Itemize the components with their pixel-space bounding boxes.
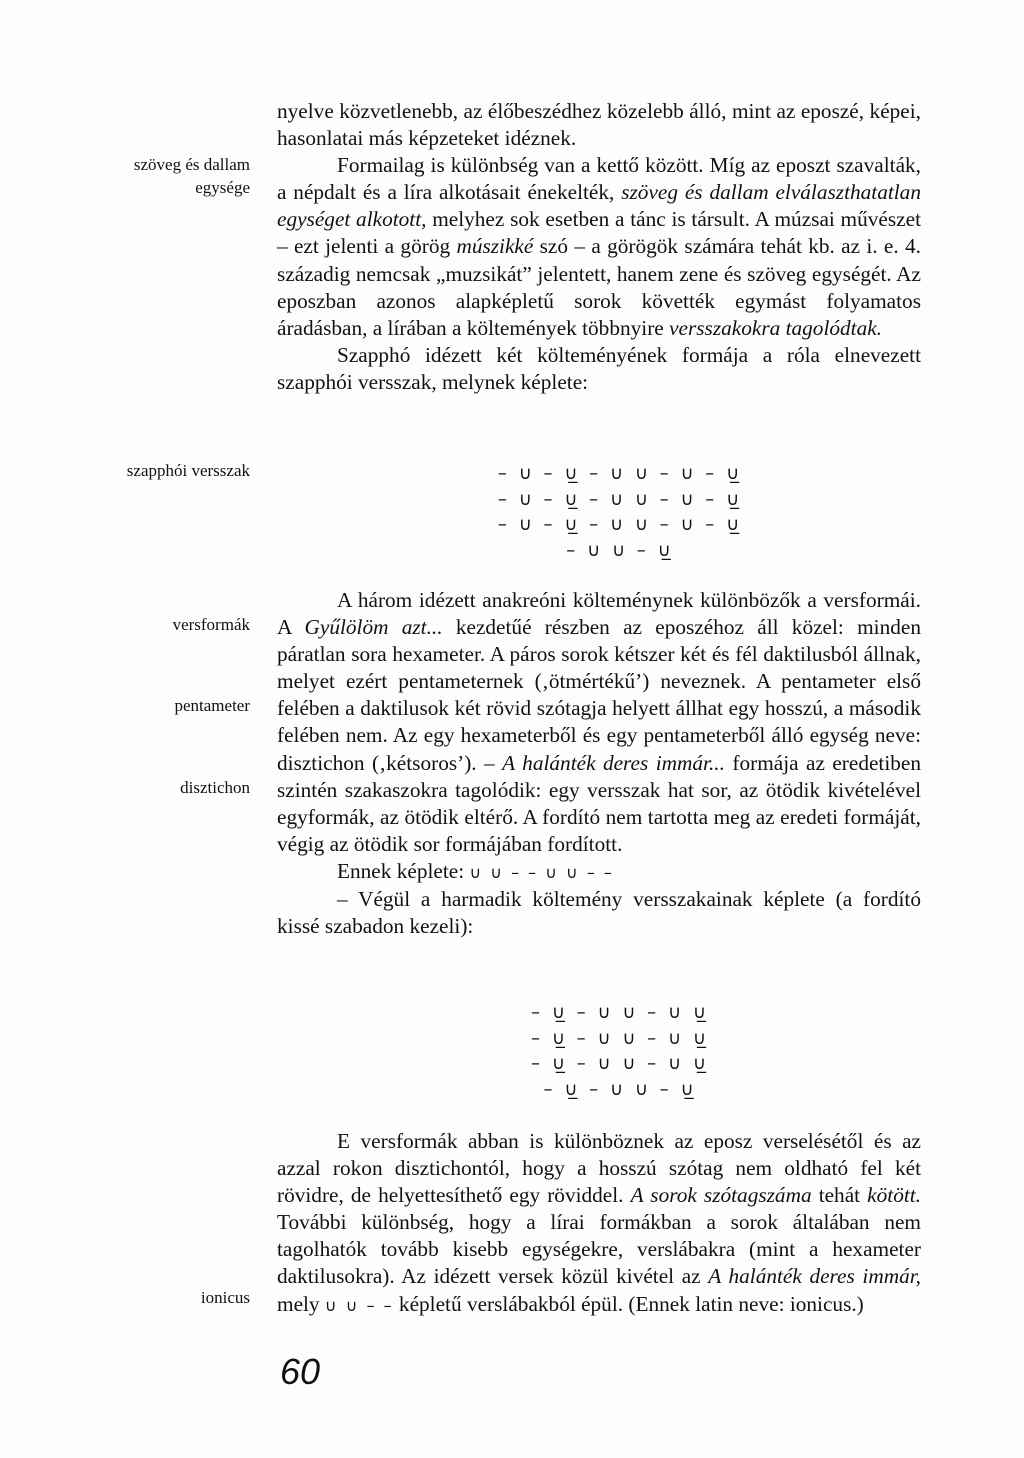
page-number: 60	[280, 1351, 321, 1392]
emphasis: versszakokra tagolódtak.	[669, 315, 883, 340]
paragraph	[277, 152, 921, 342]
margin-note-line: egysége	[195, 178, 250, 197]
paragraph: – Végül a harmadik költemény versszakainak képlete (a fordító kissé szabadon kezeli):	[277, 887, 921, 939]
margin-note-line: szöveg és dallam	[133, 155, 250, 174]
margin-note-disztichon: disztichon	[180, 778, 250, 797]
formula-line: – ∪̲ – ∪ ∪ – ∪ ∪̲	[531, 1053, 709, 1074]
text-run: További különbség, hogy a lírai formákban a sorok általában nem tagolhatók tovább kisebb egységekre, verslábakra (mint a hexameter daktilusokra). Az idézett versek közül kivétel az	[277, 1210, 921, 1289]
margin-note-versformak: versformák	[172, 615, 250, 634]
text-block-2	[277, 587, 921, 940]
meter-formula: ∪ ∪ – –	[324, 1295, 394, 1315]
paragraph	[277, 587, 921, 858]
text-block-1	[277, 98, 921, 396]
text-run: Ennek képlete:	[337, 858, 465, 883]
formula-line: – ∪ – ∪̲ – ∪ ∪ – ∪ – ∪̲	[497, 488, 743, 510]
margin-note-pentameter: pentameter	[174, 696, 250, 715]
paragraph: Szapphó idézett két költeményének formája a róla elnevezett szapphói versszak, melynek képlete:	[277, 342, 921, 394]
formula-line: – ∪ – ∪̲ – ∪ ∪ – ∪ – ∪̲	[497, 463, 743, 484]
text-block-3	[277, 1128, 921, 1319]
margin-note-ionicus: ionicus	[200, 1288, 250, 1307]
text-run: A három idézett anakreóni költeménynek különbözők a versformái. A	[277, 588, 921, 640]
text-run: szó – a görögök számára tehát kb. az i. e. 4. századig nemcsak „muzsikát” jelentett, hanem zene és szöveg egységét. Az eposzban azonos alapképletű sorok követték egymást folyamatos áradásban, a lírában a költemények többnyire	[277, 234, 921, 340]
text-run: képletű verslábakból épül. (Ennek latin neve: ionicus.)	[393, 1291, 864, 1316]
emphasis: A halánték deres immár...	[502, 750, 725, 775]
formula-line: – ∪ ∪ – ∪̲	[566, 539, 674, 561]
emphasis: múszikké	[456, 234, 534, 259]
paragraph	[277, 1128, 921, 1319]
text-run: mely	[277, 1291, 325, 1316]
meter-formula: ∪ ∪ – – ∪ ∪ – –	[469, 862, 614, 882]
paragraph	[277, 858, 921, 886]
text-run: Formailag is különbség van a kettő között. Míg az eposzt szavalták, a népdalt és a líra alkotásait énekelték,	[277, 153, 921, 205]
text-run: formája az eredetiben szintén szakaszokra tagolódik: egy versszak hat sor, az ötödik kivételével egyformák, az ötödik eltérő. A fordító nem tartotta meg az eredeti formáját, végig az ötödik sor formájában fordított.	[277, 750, 922, 856]
formula-line: – ∪̲ – ∪ ∪ – ∪ ∪̲	[531, 1002, 709, 1023]
emphasis: A sorok szótagszáma	[630, 1183, 812, 1208]
text-run: kezdetűé részben az eposzéhoz áll közel: minden páratlan sora hexameter. A páros sorok kétszer két és fél daktilusból állnak, melyet ezért pentameternek (‚ötmértékű’) neveznek. A pentameter első felében a daktilusok két rövid szótagja helyett állhat egy hosszú, a második felében nem. Az egy hexameterből és egy pentameterből álló egység neve: disztichon (‚kétsoros’). –	[277, 615, 921, 775]
margin-note-szoveg-dallam	[60, 153, 250, 199]
third-poem-formula	[480, 1000, 760, 1102]
formula-line: – ∪ – ∪̲ – ∪ ∪ – ∪ – ∪̲	[497, 514, 743, 535]
text-run: E versformák abban is különböznek az eposz verselésétől és az azzal rokon disztichontól, hogy a hosszú szótag nem oldható fel két rövidre, de helyettesíthető egy röviddel.	[277, 1129, 921, 1208]
emphasis: A halánték deres immár,	[708, 1264, 921, 1289]
sapphic-stanza-formula	[480, 461, 760, 563]
text-run: melyhez sok esetben a tánc is társult. A múzsai művészet – ezt jelenti a görög	[277, 207, 921, 259]
formula-line: – ∪̲ – ∪ ∪ – ∪̲	[543, 1078, 697, 1100]
formula-line: – ∪̲ – ∪ ∪ – ∪ ∪̲	[531, 1027, 709, 1049]
text-run: tehát	[811, 1183, 868, 1208]
paragraph: nyelve közvetlenebb, az élőbeszédhez közelebb álló, mint az eposzé, képei, hasonlatai más képzeteket idéznek.	[277, 99, 921, 151]
emphasis: szöveg és dallam elválaszthatatlan egységet alkotott,	[277, 180, 921, 232]
emphasis: kötött.	[867, 1183, 921, 1208]
margin-note-szapphoi: szapphói versszak	[126, 461, 250, 480]
emphasis: Gyűlölöm azt...	[304, 615, 443, 640]
